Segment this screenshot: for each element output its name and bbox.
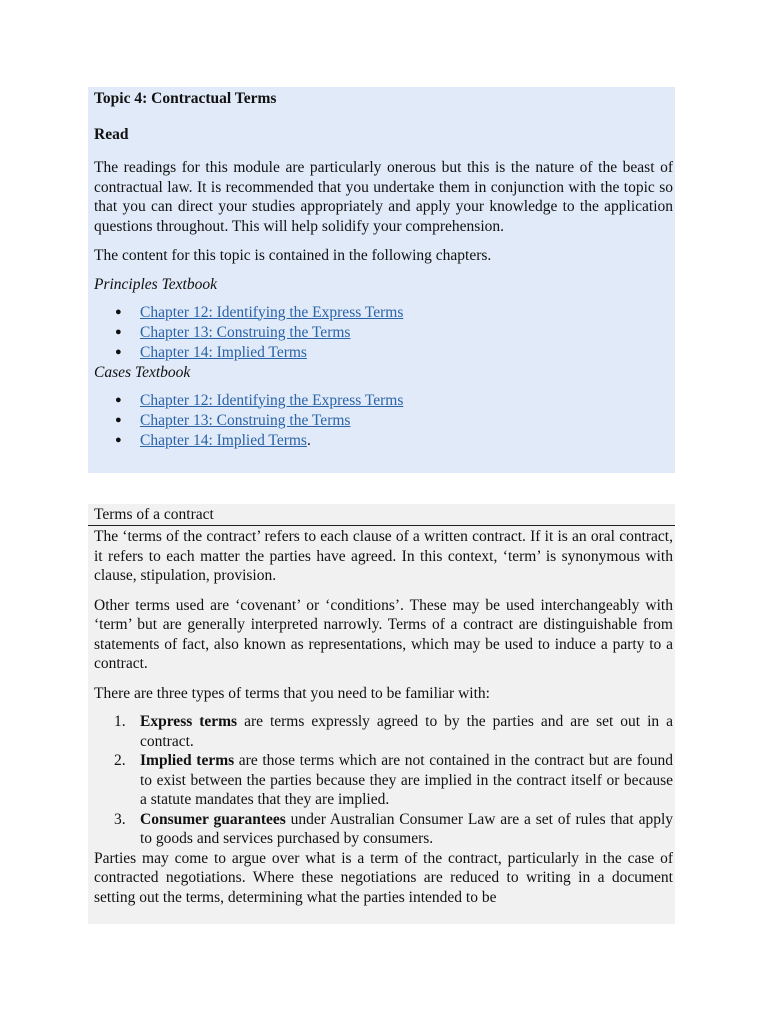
cases-chapter-14-link[interactable]: Chapter 14: Implied Terms: [140, 431, 307, 449]
bullet-icon: ●: [115, 305, 122, 318]
consumer-guarantees-label: Consumer guarantees: [140, 810, 286, 828]
express-terms-description: are terms expressly agreed to by the parties and are set out in a contract.: [140, 713, 673, 750]
terms-paragraph-2: Other terms used are ‘covenant’ or ‘conditions’. These may be used interchangeably with ‘term’ but are generally interpreted narrowly. Terms of a contract are distinguishable from statements of fact, also known as representations, which may be used to induce a party to a contract.: [94, 596, 673, 672]
terms-heading: Terms of a contract: [88, 505, 675, 526]
read-heading: Read: [94, 126, 129, 143]
bullet-icon: ●: [115, 325, 122, 338]
cases-chapter-list: [94, 391, 675, 451]
terms-paragraph-1: The ‘terms of the contract’ refers to each clause of a written contract. If it is an oral contract, it refers to each matter the parties have agreed. In this context, ‘term’ is synonymous with clause, stipulation, provision.: [94, 528, 673, 584]
terms-paragraph-4: Parties may come to argue over what is a term of the contract, particularly in the case of contracted negotiations. Where these negotiations are reduced to writing in a document setting out the terms, determining what the parties intended to be: [94, 849, 673, 906]
cases-chapter-12-link[interactable]: Chapter 12: Identifying the Express Terms: [140, 391, 404, 409]
principles-chapter-14-link[interactable]: Chapter 14: Implied Terms: [140, 343, 307, 361]
principles-chapter-12-link[interactable]: Chapter 12: Identifying the Express Terms: [140, 303, 404, 321]
consumer-guarantees-description: under Australian Consumer Law are a set of rules that apply to goods and services purchased by consumers.: [140, 810, 674, 847]
bullet-icon: ●: [115, 413, 122, 426]
list-item: [94, 391, 675, 411]
list-item: [94, 712, 675, 751]
list-item: [94, 751, 675, 810]
cases-textbook-label: Cases Textbook: [94, 363, 191, 381]
implied-terms-label: Implied terms: [140, 752, 235, 769]
terms-paragraph-3: There are three types of terms that you need to be familiar with:: [94, 684, 490, 702]
implied-terms-description: are those terms which are not contained in the contract but are found to exist between the parties because they are implied in the contract itself or because a statute mandates that they are implied.: [140, 752, 673, 808]
read-section: [88, 87, 675, 473]
list-item: [94, 411, 675, 431]
principles-chapter-list: [94, 303, 675, 363]
list-number: 2.: [114, 752, 126, 769]
list-number: 3.: [114, 810, 126, 828]
principles-textbook-label: Principles Textbook: [94, 275, 217, 293]
topic-title: Topic 4: Contractual Terms: [94, 90, 277, 107]
bullet-icon: ●: [115, 433, 122, 446]
cases-chapter-13-link[interactable]: Chapter 13: Construing the Terms: [140, 411, 351, 429]
list-item: [94, 323, 675, 343]
list-number: 1.: [114, 713, 126, 730]
trailing-period: .: [306, 431, 311, 449]
bullet-icon: ●: [115, 393, 122, 406]
term-types-list: [94, 712, 675, 849]
express-terms-label: Express terms: [140, 713, 238, 730]
terms-section: [88, 504, 675, 924]
list-item: [94, 431, 675, 451]
list-item: [94, 810, 675, 849]
bullet-icon: ●: [115, 345, 122, 358]
content-note: The content for this topic is contained in the following chapters.: [94, 247, 492, 264]
list-item: [94, 343, 675, 363]
read-intro-paragraph: The readings for this module are particularly onerous but this is the nature of the beast of contractual law. It is recommended that you undertake them in conjunction with the topic so that you can direct your studies appropriately and apply your knowledge to the application questions throughout. This will help solidify your comprehension.: [94, 159, 673, 235]
list-item: [94, 303, 675, 323]
principles-chapter-13-link[interactable]: Chapter 13: Construing the Terms: [140, 323, 351, 341]
